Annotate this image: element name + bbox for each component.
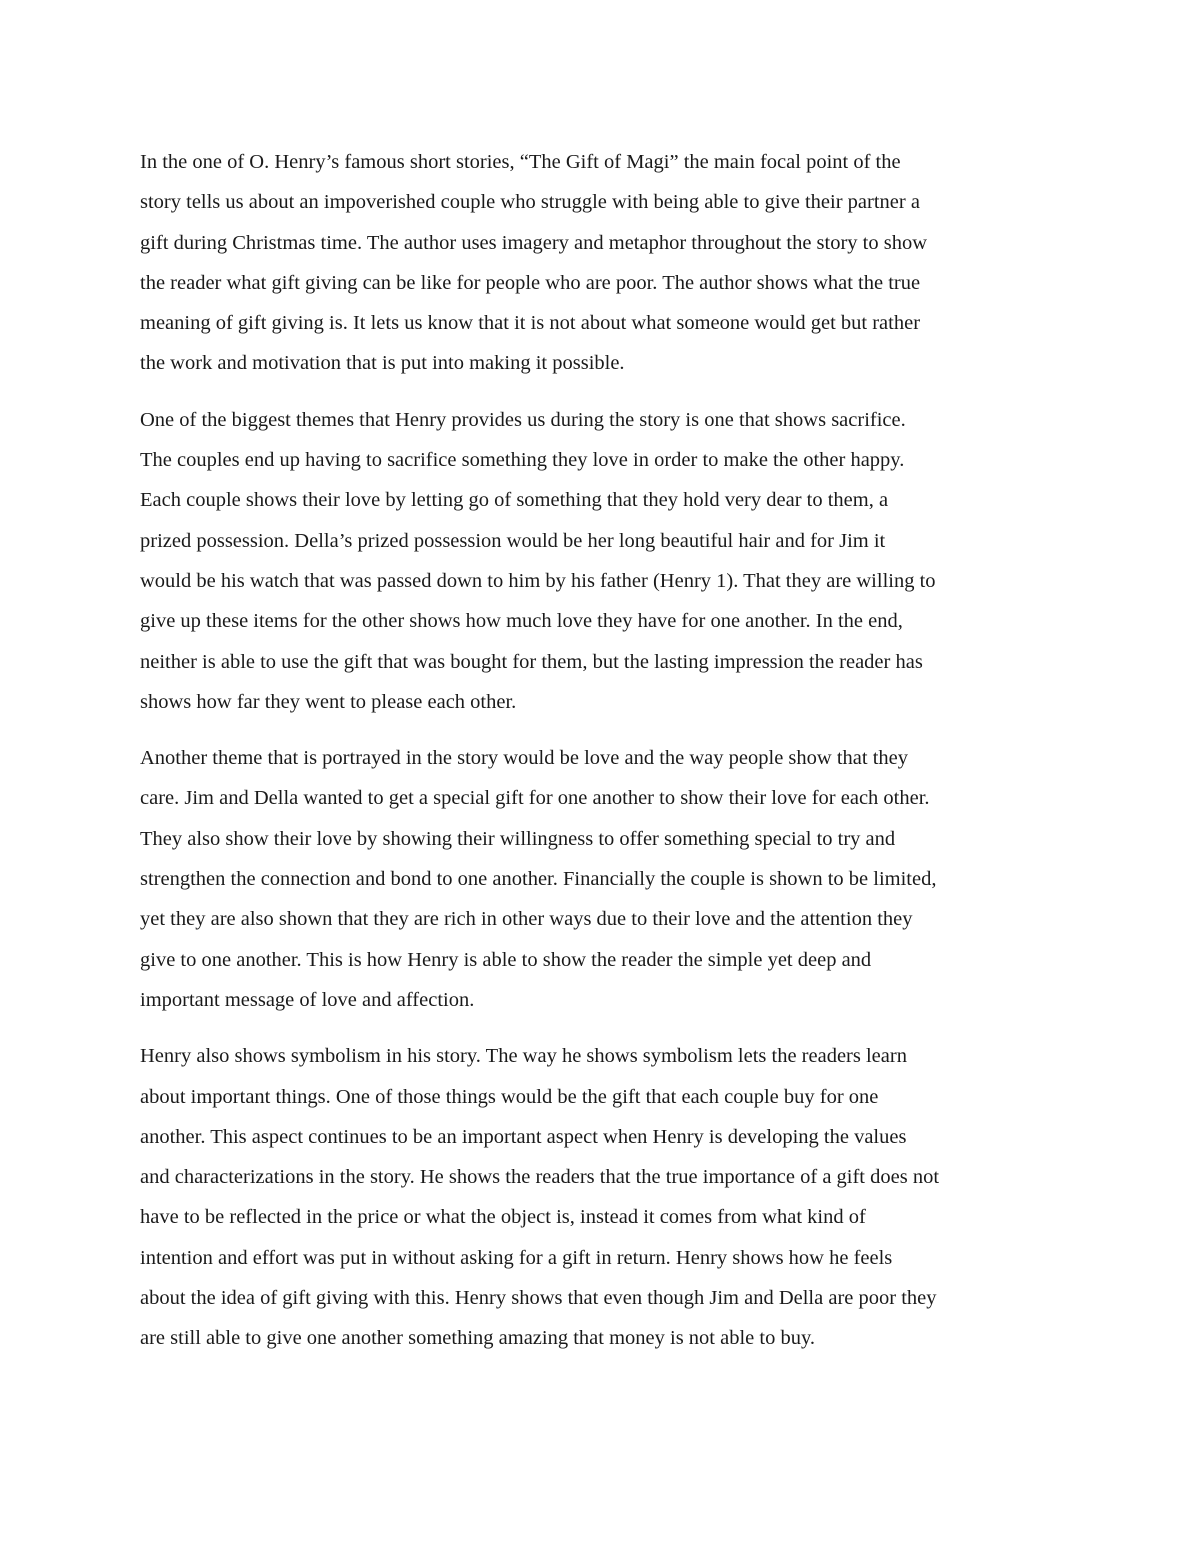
text-line: gift during Christmas time. The author uses imagery and metaphor throughout the story to show bbox=[140, 231, 928, 254]
document-page bbox=[140, 142, 1070, 1375]
text-line: One of the biggest themes that Henry provides us during the story is one that shows sacrifice. bbox=[140, 408, 906, 431]
text-line: They also show their love by showing their willingness to offer something special to try and bbox=[140, 827, 896, 850]
text-line: give up these items for the other shows how much love they have for one another. In the end, bbox=[140, 610, 903, 633]
text-line: prized possession. Della’s prized possession would be her long beautiful hair and for Jim it bbox=[140, 529, 886, 552]
text-line: intention and effort was put in without asking for a gift in return. Henry shows how he feels bbox=[140, 1246, 893, 1269]
text-line: the reader what gift giving can be like for people who are poor. The author shows what the true bbox=[140, 271, 921, 294]
text-line: about the idea of gift giving with this. Henry shows that even though Jim and Della are poor they bbox=[140, 1287, 937, 1310]
text-line: about important things. One of those things would be the gift that each couple buy for one bbox=[140, 1085, 879, 1108]
text-line: and characterizations in the story. He shows the readers that the true importance of a gift does not bbox=[140, 1166, 940, 1189]
text-line: meaning of gift giving is. It lets us know that it is not about what someone would get but rather bbox=[140, 312, 921, 335]
text-line: Another theme that is portrayed in the story would be love and the way people show that they bbox=[140, 747, 908, 770]
text-line: In the one of O. Henry’s famous short stories, “The Gift of Magi” the main focal point of the bbox=[140, 151, 901, 173]
paragraph bbox=[140, 400, 1070, 722]
text-line: have to be reflected in the price or what the object is, instead it comes from what kind of bbox=[140, 1206, 866, 1229]
text-line: are still able to give one another something amazing that money is not able to buy. bbox=[140, 1327, 815, 1350]
text-line: strengthen the connection and bond to one another. Financially the couple is shown to be limited, bbox=[140, 868, 937, 891]
text-line: yet they are also shown that they are rich in other ways due to their love and the attention they bbox=[140, 908, 913, 931]
text-line: story tells us about an impoverished couple who struggle with being able to give their partner a bbox=[140, 191, 920, 214]
text-line: neither is able to use the gift that was bought for them, but the lasting impression the reader has bbox=[140, 650, 923, 673]
text-line: care. Jim and Della wanted to get a special gift for one another to show their love for each other. bbox=[140, 787, 930, 810]
text-line: Each couple shows their love by letting go of something that they hold very dear to them, a bbox=[140, 489, 889, 512]
paragraph bbox=[140, 1036, 1070, 1358]
text-line: another. This aspect continues to be an important aspect when Henry is developing the values bbox=[140, 1125, 907, 1148]
text-line: The couples end up having to sacrifice something they love in order to make the other happy. bbox=[140, 449, 905, 472]
text-line: give to one another. This is how Henry is able to show the reader the simple yet deep and bbox=[140, 948, 872, 971]
text-line: shows how far they went to please each other. bbox=[140, 690, 517, 713]
text-line: would be his watch that was passed down to him by his father (Henry 1). That they are willing to bbox=[140, 569, 936, 592]
text-line: Henry also shows symbolism in his story. The way he shows symbolism lets the readers learn bbox=[140, 1045, 907, 1068]
text-line: important message of love and affection. bbox=[140, 988, 475, 1011]
paragraph bbox=[140, 142, 1070, 384]
text-line: the work and motivation that is put into making it possible. bbox=[140, 352, 625, 375]
paragraph bbox=[140, 738, 1070, 1020]
